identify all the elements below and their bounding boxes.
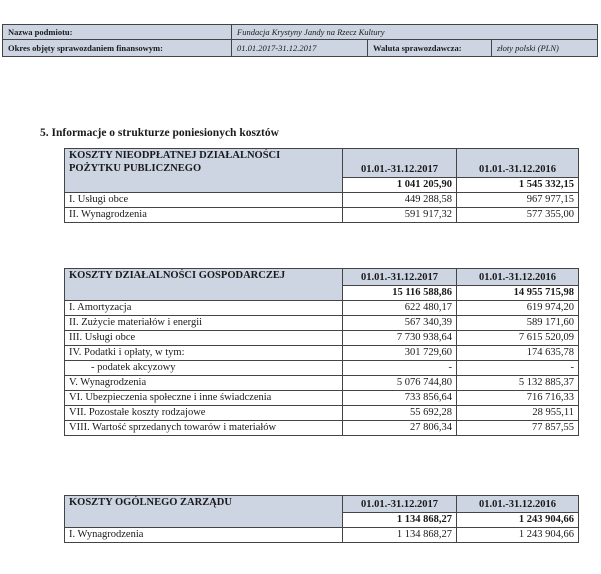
period-label: Okres objęty sprawozdaniem finansowym: <box>8 43 163 53</box>
table-business-activity-costs <box>64 268 579 436</box>
total-2017: 15 116 588,86 <box>343 285 457 300</box>
table-title: KOSZTY DZIAŁALNOŚCI GOSPODARCZEJ <box>65 269 343 286</box>
table-row <box>65 330 579 345</box>
row-value-2017: - <box>343 360 457 375</box>
row-value-2016: 5 132 885,37 <box>457 375 579 390</box>
row-value-2016: 174 635,78 <box>457 345 579 360</box>
row-value-2017: 591 917,32 <box>343 207 457 222</box>
total-row <box>65 285 579 300</box>
row-value-2017: 27 806,34 <box>343 420 457 435</box>
row-value-2016: - <box>457 360 579 375</box>
total-2016: 14 955 715,98 <box>457 285 579 300</box>
row-label: IV. Podatki i opłaty, w tym: <box>65 345 343 360</box>
table-title-line1: KOSZTY NIEODPŁATNEJ DZIAŁALNOŚCI <box>69 150 281 161</box>
table-row <box>65 360 579 375</box>
table-header-row <box>65 496 579 513</box>
row-value-2016: 577 355,00 <box>457 207 579 222</box>
table-row <box>65 527 579 542</box>
column-header-2017: 01.01.-31.12.2017 <box>343 149 457 178</box>
row-value-2016: 589 171,60 <box>457 315 579 330</box>
period-row <box>2 40 598 57</box>
table-title <box>65 149 343 178</box>
table-general-management-costs <box>64 495 579 543</box>
row-value-2017: 301 729,60 <box>343 345 457 360</box>
table-row <box>65 345 579 360</box>
row-label: V. Wynagrodzenia <box>65 375 343 390</box>
column-header-2016: 01.01.-31.12.2016 <box>457 496 579 513</box>
column-header-2016: 01.01.-31.12.2016 <box>457 269 579 286</box>
table-title-line2: POŻYTKU PUBLICZNEGO <box>69 163 202 174</box>
row-value-2017: 449 288,58 <box>343 192 457 207</box>
row-value-2016: 619 974,20 <box>457 300 579 315</box>
table-public-benefit-costs <box>64 148 579 223</box>
row-label: VII. Pozostałe koszty rodzajowe <box>65 405 343 420</box>
row-value-2017: 733 856,64 <box>343 390 457 405</box>
total-2017: 1 041 205,90 <box>343 177 457 192</box>
column-header-2017: 01.01.-31.12.2017 <box>343 496 457 513</box>
row-value-2016: 967 977,15 <box>457 192 579 207</box>
entity-name-row <box>2 24 598 40</box>
row-value-2017: 567 340,39 <box>343 315 457 330</box>
table-row <box>65 375 579 390</box>
currency-label: Waluta sprawozdawcza: <box>367 40 491 56</box>
row-value-2017: 622 480,17 <box>343 300 457 315</box>
table-row <box>65 315 579 330</box>
section-title: 5. Informacje o strukturze poniesionych kosztów <box>40 127 279 139</box>
total-label <box>65 285 343 300</box>
table-row <box>65 207 579 222</box>
total-row <box>65 177 579 192</box>
row-label: II. Wynagrodzenia <box>65 207 343 222</box>
currency-value: złoty polski (PLN) <box>491 40 597 56</box>
table-row <box>65 405 579 420</box>
column-header-2016: 01.01.-31.12.2016 <box>457 149 579 178</box>
row-value-2016: 28 955,11 <box>457 405 579 420</box>
row-label: I. Usługi obce <box>65 192 343 207</box>
row-value-2017: 7 730 938,64 <box>343 330 457 345</box>
row-label: - podatek akcyzowy <box>65 360 343 375</box>
row-label: I. Wynagrodzenia <box>65 527 343 542</box>
row-value-2017: 55 692,28 <box>343 405 457 420</box>
table-row <box>65 192 579 207</box>
row-value-2017: 1 134 868,27 <box>343 527 457 542</box>
total-label <box>65 512 343 527</box>
table-header-row <box>65 149 579 178</box>
table-row <box>65 300 579 315</box>
total-2016: 1 545 332,15 <box>457 177 579 192</box>
total-2016: 1 243 904,66 <box>457 512 579 527</box>
entity-name-value: Fundacja Krystyny Jandy na Rzecz Kultury <box>231 25 597 39</box>
row-value-2016: 716 716,33 <box>457 390 579 405</box>
row-value-2016: 1 243 904,66 <box>457 527 579 542</box>
row-label: III. Usługi obce <box>65 330 343 345</box>
row-value-2017: 5 076 744,80 <box>343 375 457 390</box>
total-row <box>65 512 579 527</box>
period-value: 01.01.2017-31.12.2017 <box>231 40 367 56</box>
row-label: I. Amortyzacja <box>65 300 343 315</box>
total-label <box>65 177 343 192</box>
row-value-2016: 7 615 520,09 <box>457 330 579 345</box>
table-row <box>65 390 579 405</box>
row-label: II. Zużycie materiałów i energii <box>65 315 343 330</box>
table-title: KOSZTY OGÓLNEGO ZARZĄDU <box>65 496 343 513</box>
table-row <box>65 420 579 435</box>
row-label: VIII. Wartość sprzedanych towarów i materiałów <box>65 420 343 435</box>
row-value-2016: 77 857,55 <box>457 420 579 435</box>
row-label: VI. Ubezpieczenia społeczne i inne świadczenia <box>65 390 343 405</box>
table-header-row <box>65 269 579 286</box>
column-header-2017: 01.01.-31.12.2017 <box>343 269 457 286</box>
entity-name-label: Nazwa podmiotu: <box>8 27 73 37</box>
total-2017: 1 134 868,27 <box>343 512 457 527</box>
